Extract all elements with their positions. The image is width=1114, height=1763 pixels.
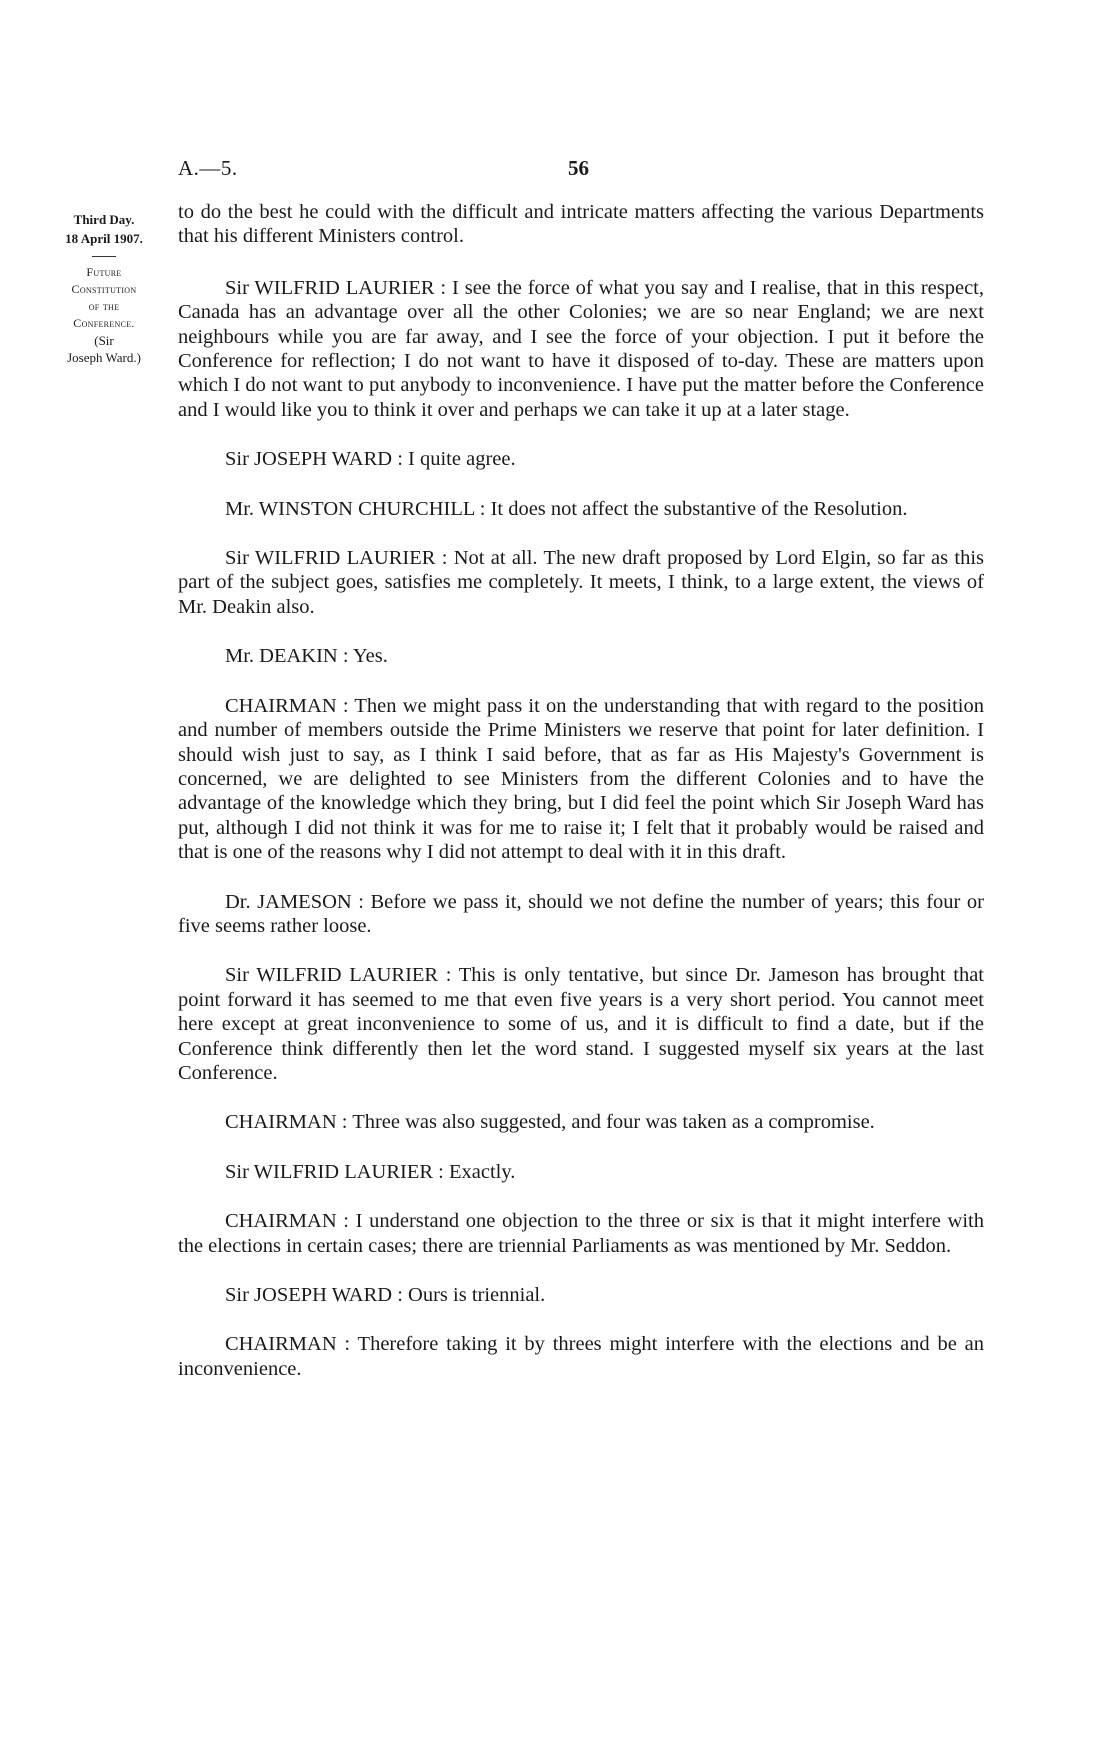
speaker-name: Sir WILFRID LAURIER :	[225, 547, 448, 570]
paragraph-text: Ours is triennial.	[402, 1284, 546, 1306]
page-number: 56	[568, 156, 589, 180]
paragraph	[178, 1283, 984, 1307]
speaker-name: Sir WILFRID LAURIER :	[225, 964, 452, 987]
paragraph-text: Three was also suggested, and four was taken as a compromise.	[347, 1111, 875, 1134]
speaker-name: CHAIRMAN :	[225, 1333, 351, 1356]
paragraph	[178, 1332, 984, 1381]
paragraph-text: It does not affect the substantive of the Resolution.	[485, 497, 908, 520]
paragraph	[178, 694, 984, 865]
paragraph-text: This is only tentative, but since Dr. Jameson has brought that point forward it has seemed to me that even five years is a very short period. You cannot meet here except at great inconvenience to some of us, and it is difficult to find a date, but if the Conference think differently then let the word stand. I suggested myself six years at the last Conference.	[178, 964, 985, 1084]
paragraph	[178, 497, 984, 521]
margin-topic-line: Conference.	[73, 316, 135, 330]
transcript-body	[178, 200, 984, 1406]
speaker-name: Sir JOSEPH WARD :	[225, 1284, 403, 1306]
speaker-name: Mr. DEAKIN :	[225, 645, 349, 668]
paragraph	[178, 447, 984, 471]
paragraph-text: Before we pass it, should we not define the number of years; this four or five seems rather loose.	[178, 890, 984, 937]
paragraph	[178, 1160, 984, 1184]
margin-topic-line: Future	[86, 265, 122, 279]
paragraph-text: I quite agree.	[402, 448, 516, 471]
margin-notes	[34, 210, 174, 366]
paragraph	[178, 890, 984, 939]
speaker-name: Dr. JAMESON :	[225, 890, 364, 913]
paragraph	[178, 1209, 984, 1258]
paragraph	[178, 276, 984, 422]
margin-date: 18 April 1907.	[65, 231, 143, 246]
speaker-name: CHAIRMAN :	[225, 1111, 348, 1134]
margin-day: Third Day.	[73, 212, 135, 227]
paragraph	[178, 963, 984, 1085]
paragraph-text: Not at all. The new draft proposed by Lord Elgin, so far as this part of the subject goes, satisfies me completely. It meets, I think, to a large extent, the views of Mr. Deakin also.	[178, 547, 984, 618]
paragraph-text: I understand one objection to the three or six is that it might interfere with the elections in certain cases; there are triennial Parliaments as was mentioned by Mr. Seddon.	[178, 1210, 984, 1257]
page-reference: A.—5.	[178, 156, 238, 180]
speaker-name: CHAIRMAN :	[225, 694, 349, 717]
margin-speaker-line: (Sir	[94, 333, 114, 348]
margin-rule	[92, 256, 116, 257]
speaker-name: Mr. WINSTON CHURCHILL :	[225, 497, 486, 520]
paragraph	[178, 644, 984, 668]
margin-topic-line: of the	[88, 299, 120, 313]
speaker-name: Sir WILFRID LAURIER :	[225, 1160, 444, 1183]
paragraph	[178, 546, 984, 619]
speaker-name: CHAIRMAN :	[225, 1210, 349, 1233]
paragraph-text: Yes.	[348, 645, 388, 668]
speaker-name: Sir JOSEPH WARD :	[225, 448, 403, 471]
paragraph-text: Then we might pass it on the understanding that with regard to the position and number of members outside the Prime Ministers we reserve that point for later definition. I should wish just to say, as I think I said before, that as far as His Majesty's Government is concerned, we are delighted to see Ministers from the different Colonies and to have the advantage of the knowledge which they bring, but I did feel the point which Sir Joseph Ward has put, although I did not think it was for me to raise it; I felt that it probably would be raised and that is one of the reasons why I did not attempt to deal with it in this draft.	[178, 694, 984, 864]
speaker-name: Sir WILFRID LAURIER :	[225, 276, 447, 299]
paragraph-text: I see the force of what you say and I realise, that in this respect, Canada has an advantage over all the other Colonies; we are so near England; we are next neighbours while you are far away, and I see the force of your objection. I put it before the Conference for reflection; I do not want to have it disposed of to-day. These are matters upon which I do not want to put anybody to inconvenience. I have put the matter before the Conference and I would like you to think it over and perhaps we can take it up at a later stage.	[178, 276, 984, 421]
paragraph-text: Exactly.	[443, 1160, 516, 1183]
paragraph	[178, 1110, 984, 1134]
margin-topic-line: Constitution	[71, 282, 137, 296]
paragraph	[178, 200, 984, 249]
margin-speaker-line: Joseph Ward.)	[67, 350, 141, 365]
paragraph-text: Therefore taking it by threes might interfere with the elections and be an inconvenience.	[178, 1333, 984, 1380]
paragraph-text: to do the best he could with the difficult and intricate matters affecting the various Departments that his different Ministers control.	[178, 201, 984, 248]
